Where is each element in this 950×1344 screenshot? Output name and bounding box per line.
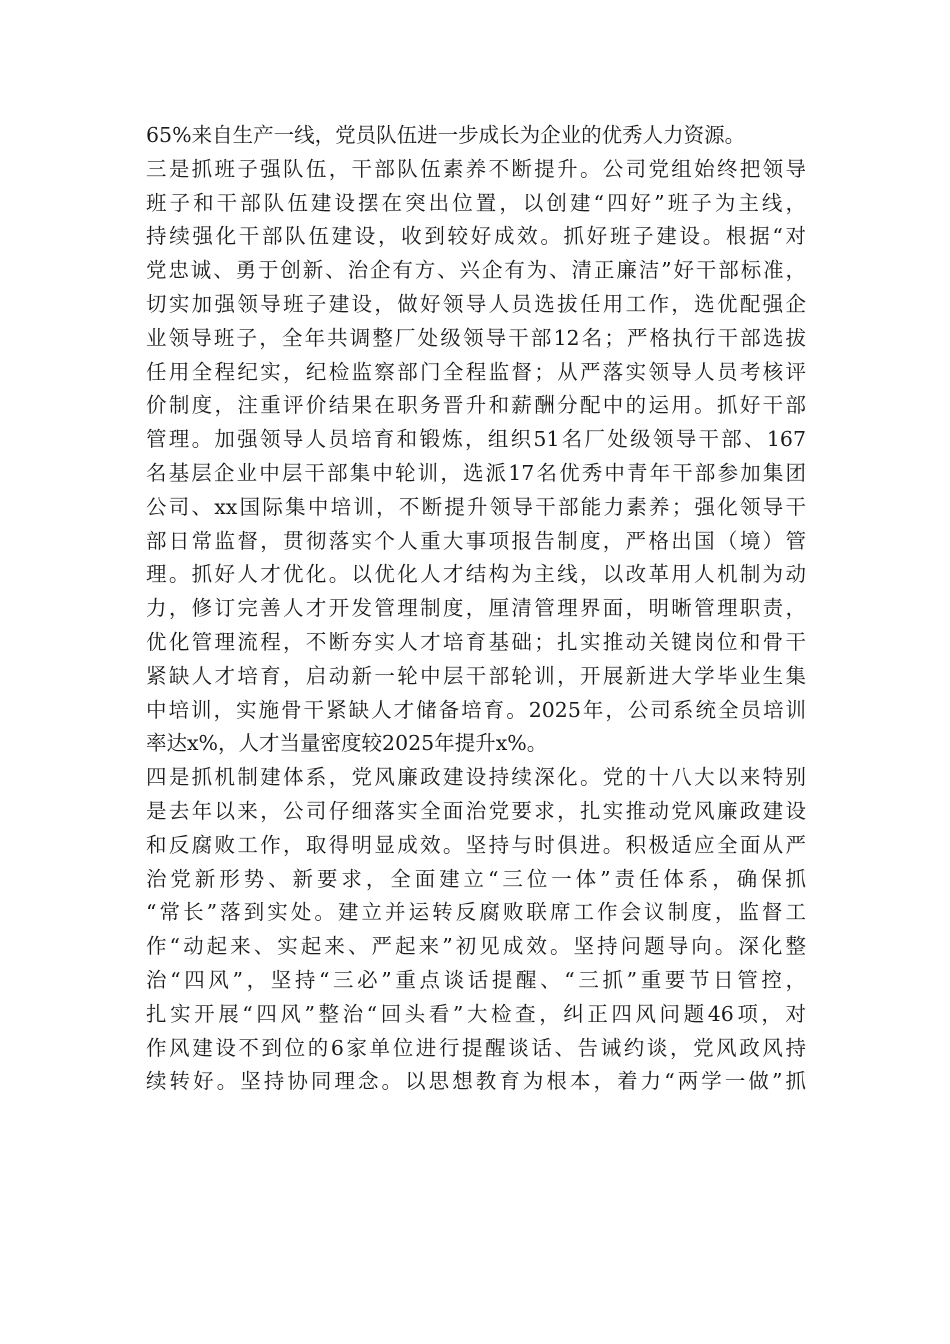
text-line: 续转好。坚持协同理念。以思想教育为根本，着力“两学一做”抓 bbox=[146, 1069, 806, 1094]
text-line: 党忠诚、勇于创新、治企有方、兴企有为、清正廉洁”好干部标准， bbox=[146, 258, 806, 283]
text-line: 力，修订完善人才开发管理制度，厘清管理界面，明晰管理职责， bbox=[146, 596, 806, 621]
document-body bbox=[146, 119, 806, 1099]
text-line: 部日常监督，贯彻落实个人重大事项报告制度，严格出国（境）管 bbox=[146, 528, 806, 553]
text-line: 率达x%，人才当量密度较2025年提升x%。 bbox=[146, 731, 548, 756]
text-line: 扎实开展“四风”整治“回头看”大检查，纠正四风问题46项，对 bbox=[146, 1001, 806, 1026]
text-line: 价制度，注重评价结果在职务晋升和薪酬分配中的运用。抓好干部 bbox=[146, 393, 806, 418]
text-line: 理。抓好人才优化。以优化人才结构为主线，以改革用人机制为动 bbox=[146, 562, 806, 587]
text-line: “常长”落到实处。建立并运转反腐败联席工作会议制度，监督工 bbox=[146, 900, 806, 925]
text-line: 管理。加强领导人员培育和锻炼，组织51名厂处级领导干部、167 bbox=[146, 427, 806, 452]
text-line: 四是抓机制建体系，党风廉政建设持续深化。党的十八大以来特别 bbox=[146, 765, 806, 790]
text-line: 作“动起来、实起来、严起来”初见成效。坚持问题导向。深化整 bbox=[146, 934, 806, 959]
text-line: 65%来自生产一线，党员队伍进一步成长为企业的优秀人力资源。 bbox=[146, 123, 746, 147]
text-line: 任用全程纪实，纪检监察部门全程监督；从严落实领导人员考核评 bbox=[146, 359, 806, 384]
text-line: 持续强化干部队伍建设，收到较好成效。抓好班子建设。根据“对 bbox=[146, 224, 806, 249]
text-line: 切实加强领导班子建设，做好领导人员选拔任用工作，选优配强企 bbox=[146, 291, 806, 316]
text-line: 作风建设不到位的6家单位进行提醒谈话、告诫约谈，党风政风持 bbox=[146, 1035, 806, 1060]
text-line: 名基层企业中层干部集中轮训，选派17名优秀中青年干部参加集团 bbox=[146, 460, 806, 485]
text-line: 班子和干部队伍建设摆在突出位置，以创建“四好”班子为主线， bbox=[146, 190, 806, 215]
text-line: 是去年以来，公司仔细落实全面治党要求，扎实推动党风廉政建设 bbox=[146, 798, 806, 823]
text-line: 治党新形势、新要求，全面建立“三位一体”责任体系，确保抓 bbox=[146, 866, 806, 891]
text-line: 三是抓班子强队伍，干部队伍素养不断提升。公司党组始终把领导 bbox=[146, 156, 806, 181]
text-line: 和反腐败工作，取得明显成效。坚持与时俱进。积极适应全面从严 bbox=[146, 832, 806, 857]
text-line: 治“四风”，坚持“三必”重点谈话提醒、“三抓”重要节日管控， bbox=[146, 967, 806, 992]
text-line: 中培训，实施骨干紧缺人才储备培育。2025年，公司系统全员培训 bbox=[146, 697, 806, 722]
text-line: 优化管理流程，不断夯实人才培育基础；扎实推动关键岗位和骨干 bbox=[146, 629, 806, 654]
text-line: 公司、xx国际集中培训，不断提升领导干部能力素养；强化领导干 bbox=[146, 494, 806, 519]
text-line: 紧缺人才培育，启动新一轮中层干部轮训，开展新进大学毕业生集 bbox=[146, 663, 806, 688]
text-line: 业领导班子，全年共调整厂处级领导干部12名；严格执行干部选拔 bbox=[146, 325, 806, 350]
